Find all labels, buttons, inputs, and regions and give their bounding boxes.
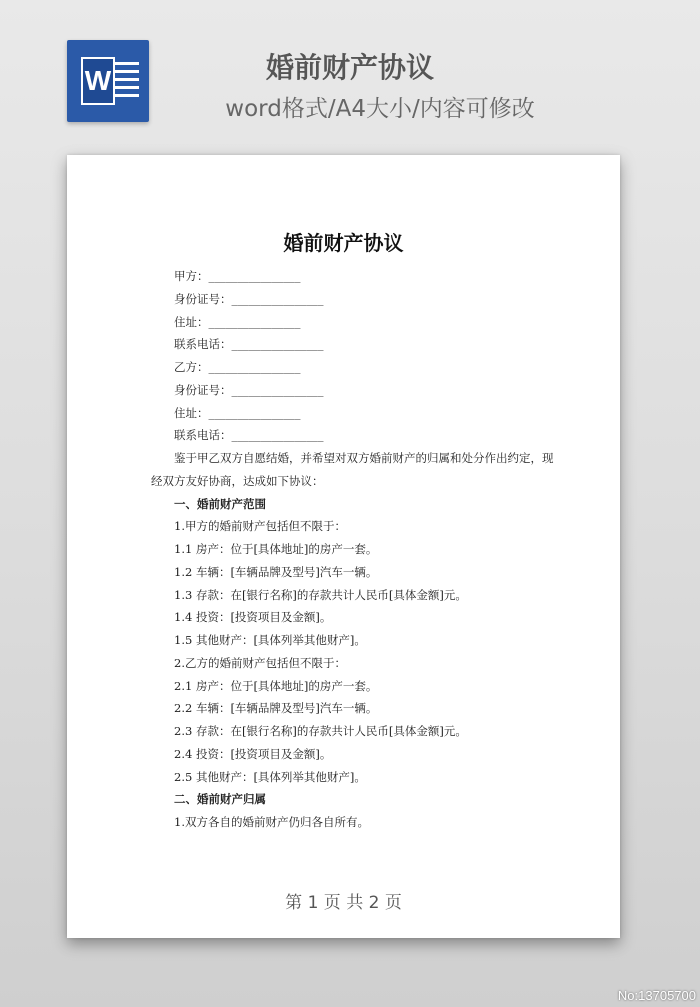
- document-line: 住址：________________: [174, 405, 301, 420]
- document-lines-icon: [113, 62, 139, 100]
- document-line: 身份证号：________________: [174, 291, 324, 306]
- document-line: 联系电话：________________: [174, 337, 324, 352]
- document-line: 2.3 存款：在[银行名称]的存款共计人民币[具体金额]元。: [174, 724, 467, 738]
- word-document-icon: [67, 40, 149, 122]
- document-line: 1.3 存款：在[银行名称]的存款共计人民币[具体金额]元。: [174, 587, 467, 602]
- document-line: 经双方友好协商，达成如下协议：: [151, 473, 324, 488]
- document-line: 联系电话：________________: [174, 428, 324, 443]
- document-line: 2.5 其他财产：[具体列举其他财产]。: [174, 769, 366, 784]
- word-letter: W: [81, 57, 115, 105]
- document-line: 1.2 车辆：[车辆品牌及型号]汽车一辆。: [174, 564, 378, 579]
- image-id-label: No:13705700: [617, 988, 696, 1003]
- page-title: 婚前财产协议: [265, 51, 434, 84]
- document-line: 1.5 其他财产：[具体列举其他财产]。: [174, 633, 366, 647]
- document-line: 2.4 投资：[投资项目及金额]。: [174, 746, 332, 761]
- document-line: 一、婚前财产范围: [174, 496, 266, 511]
- document-line: 2.2 车辆：[车辆品牌及型号]汽车一辆。: [174, 701, 378, 716]
- document-line: 身份证号：________________: [174, 382, 324, 397]
- document-line: 二、婚前财产归属: [174, 792, 266, 807]
- document-line: 鉴于甲乙双方自愿结婚，并希望对双方婚前财产的归属和处分作出约定，现: [174, 451, 554, 465]
- document-title: 婚前财产协议: [283, 231, 404, 255]
- document-line: 2.乙方的婚前财产包括但不限于：: [174, 655, 346, 670]
- document-line: 1.甲方的婚前财产包括但不限于：: [174, 519, 346, 534]
- document-line: 住址：________________: [174, 314, 301, 329]
- document-line: 2.1 房产：位于[具体地址]的房产一套。: [174, 678, 378, 693]
- document-line: 乙方：________________: [174, 360, 301, 374]
- document-page: [67, 155, 620, 938]
- document-line: 1.双方各自的婚前财产仍归各自所有。: [174, 815, 369, 829]
- page-indicator: 第 1 页 共 2 页: [285, 893, 402, 913]
- document-line: 1.1 房产：位于[具体地址]的房产一套。: [174, 542, 378, 556]
- document-line: 甲方：________________: [174, 269, 301, 283]
- page-subtitle: word格式/A4大小/内容可修改: [225, 96, 535, 122]
- document-line: 1.4 投资：[投资项目及金额]。: [174, 610, 332, 625]
